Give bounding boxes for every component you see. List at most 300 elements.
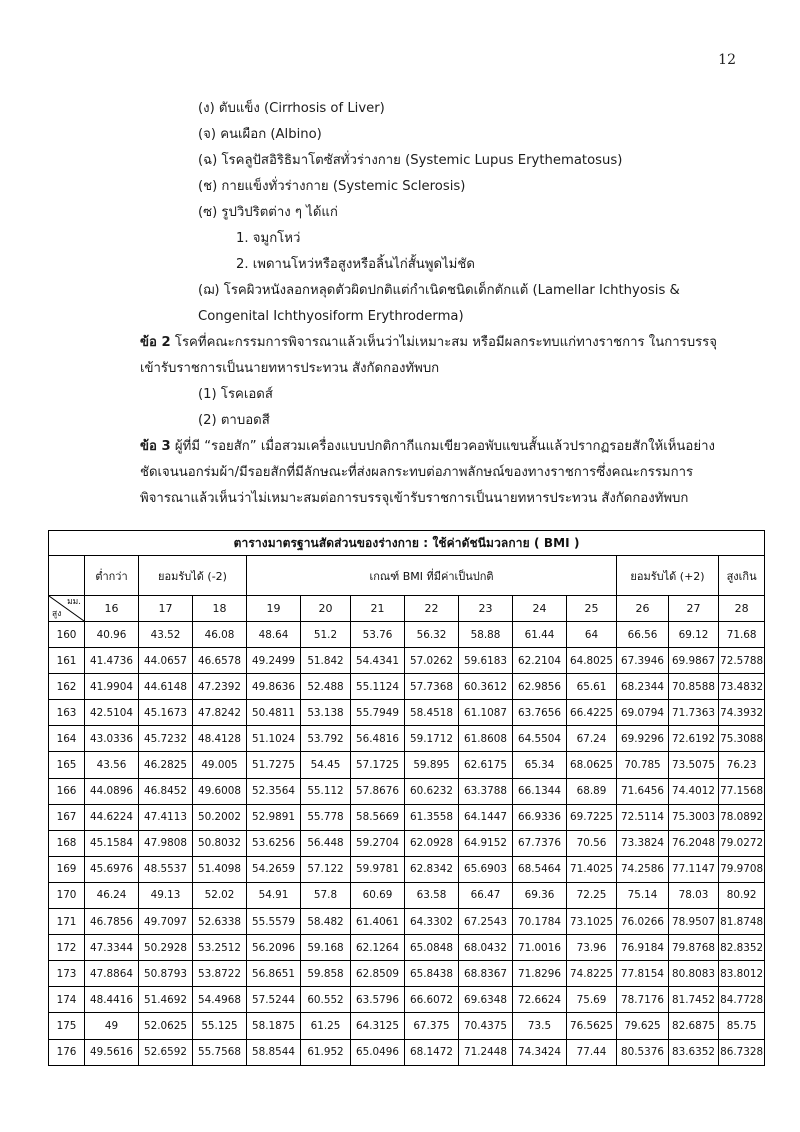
table-cell	[351, 752, 405, 778]
table-cell	[301, 830, 351, 856]
table-title-text: ตารางมาตรฐานสัดส่วนของร่างกาย : ใช้ค่าดัชนีมวลกาย ( BMI )	[233, 535, 580, 550]
document-body	[88, 96, 728, 512]
table-cell-value: 68.2344	[621, 680, 664, 693]
table-cell	[85, 961, 139, 987]
table-cell-value: 51.2	[313, 628, 338, 641]
table-cell-value: 63.3788	[464, 785, 507, 798]
table-cell-value: 73.3824	[621, 837, 664, 850]
table-cell-value: 60.552	[307, 993, 344, 1006]
table-cell-value: 65.0496	[356, 1046, 399, 1059]
table-cell	[247, 909, 301, 935]
table-bmi-column-header	[351, 596, 405, 622]
table-cell-value: 65.34	[524, 759, 555, 772]
table-cell-value: 41.9904	[90, 680, 133, 693]
line-c2-2	[88, 408, 728, 434]
table-cell-value: 60.6232	[410, 785, 453, 798]
table-row-height-value: 169	[56, 863, 77, 876]
table-bmi-column-header-value: 17	[158, 602, 173, 615]
table-group-blank	[49, 556, 85, 596]
table-cell-value: 65.8438	[410, 967, 453, 980]
table-cell	[567, 935, 617, 961]
clause-3-paragraph	[88, 434, 728, 512]
table-cell	[139, 1039, 193, 1065]
table-cell-value: 66.1344	[518, 785, 561, 798]
table-cell-value: 53.76	[362, 628, 393, 641]
table-group-header-row	[49, 556, 765, 596]
corner-label-bottom: สูง	[52, 609, 62, 619]
table-bmi-column-header	[193, 596, 247, 622]
table-cell	[459, 778, 513, 804]
table-cell-value: 57.1725	[356, 759, 399, 772]
table-cell-value: 80.8083	[672, 967, 715, 980]
table-cell	[405, 726, 459, 752]
table-row-height-label	[49, 804, 85, 830]
table-cell	[719, 909, 765, 935]
table-cell-value: 69.0794	[621, 706, 664, 719]
table-cell	[85, 778, 139, 804]
table-cell-value: 50.2928	[144, 941, 187, 954]
table-cell	[351, 1013, 405, 1039]
table-group-header	[617, 556, 719, 596]
table-cell	[459, 909, 513, 935]
table-cell-value: 69.12	[678, 628, 709, 641]
table-cell	[351, 882, 405, 908]
table-cell	[513, 961, 567, 987]
table-cell-value: 52.6592	[144, 1046, 187, 1059]
table-bmi-column-header-value: 23	[478, 602, 493, 615]
table-cell-value: 43.0336	[90, 732, 133, 745]
table-bmi-column-header	[459, 596, 513, 622]
table-cell-value: 49.005	[201, 759, 238, 772]
table-cell	[513, 830, 567, 856]
table-cell	[301, 1039, 351, 1065]
line-c2-1-text: (1) โรคเอดส์	[198, 387, 273, 402]
table-cell-value: 71.68	[726, 628, 757, 641]
table-row-height-label	[49, 726, 85, 752]
table-cell-value: 65.61	[576, 680, 607, 693]
table-cell	[719, 987, 765, 1013]
table-row-height-label	[49, 752, 85, 778]
table-row-height-value: 167	[56, 811, 77, 824]
table-cell	[567, 778, 617, 804]
table-cell	[405, 622, 459, 648]
table-row-height-label	[49, 961, 85, 987]
line-chho	[88, 148, 728, 174]
table-cell-value: 74.3932	[720, 706, 764, 719]
table-cell	[247, 726, 301, 752]
table-cell	[719, 1013, 765, 1039]
table-cell	[459, 987, 513, 1013]
table-cell	[247, 830, 301, 856]
table-cell-value: 74.2586	[621, 863, 664, 876]
table-cell	[513, 778, 567, 804]
table-cell	[405, 909, 459, 935]
table-cell-value: 73.5075	[672, 759, 715, 772]
table-cell	[301, 856, 351, 882]
table-cell	[617, 752, 669, 778]
table-cell	[193, 648, 247, 674]
table-cell-value: 51.4692	[144, 993, 187, 1006]
table-cell-value: 69.6348	[464, 993, 507, 1006]
table-cell	[351, 804, 405, 830]
table-cell	[719, 830, 765, 856]
table-cell	[247, 935, 301, 961]
table-cell	[617, 856, 669, 882]
table-group-header-label: สูงเกิน	[726, 569, 757, 583]
table-cell	[459, 648, 513, 674]
table-cell-value: 47.8864	[90, 967, 133, 980]
table-cell	[139, 648, 193, 674]
table-row	[49, 700, 765, 726]
table-cell	[617, 961, 669, 987]
table-cell-value: 71.8296	[518, 967, 561, 980]
table-cell-value: 54.4968	[198, 993, 241, 1006]
table-cell	[617, 778, 669, 804]
table-cell	[85, 674, 139, 700]
table-cell-value: 46.6578	[198, 654, 241, 667]
table-cell	[719, 622, 765, 648]
table-row-height-value: 173	[56, 967, 77, 980]
table-cell	[193, 674, 247, 700]
table-cell	[567, 700, 617, 726]
table-cell	[139, 961, 193, 987]
table-cell	[719, 935, 765, 961]
table-cell-value: 54.91	[258, 889, 289, 902]
table-bmi-column-header-value: 19	[266, 602, 281, 615]
table-cell	[139, 752, 193, 778]
table-row-height-value: 170	[56, 889, 77, 902]
table-cell-value: 62.8342	[410, 863, 453, 876]
table-cell	[669, 882, 719, 908]
table-cell	[247, 778, 301, 804]
table-cell	[719, 674, 765, 700]
table-cell-value: 78.0892	[720, 811, 764, 824]
table-cell-value: 78.7176	[621, 993, 664, 1006]
table-cell	[459, 1013, 513, 1039]
corner-label-top: มม.	[67, 597, 81, 607]
table-cell-value: 55.7568	[198, 1046, 241, 1059]
clause-2-paragraph	[88, 330, 728, 382]
table-cell-value: 78.9507	[672, 915, 715, 928]
table-cell-value: 75.69	[576, 993, 607, 1006]
table-cell	[719, 856, 765, 882]
table-cell	[567, 1039, 617, 1065]
table-cell-value: 41.4736	[90, 654, 133, 667]
table-cell-value: 64.5504	[518, 732, 561, 745]
table-cell-value: 68.0432	[464, 941, 507, 954]
table-cell	[617, 648, 669, 674]
table-cell	[669, 674, 719, 700]
table-cell-value: 66.4225	[570, 706, 613, 719]
table-cell-value: 74.4012	[672, 785, 715, 798]
line-ngo	[88, 96, 728, 122]
table-cell-value: 51.1024	[252, 732, 295, 745]
table-cell-value: 44.0657	[144, 654, 187, 667]
table-cell	[513, 674, 567, 700]
table-cell	[301, 909, 351, 935]
table-cell-value: 61.952	[307, 1046, 344, 1059]
table-cell-value: 77.44	[576, 1046, 607, 1059]
clause-2-text: โรคที่คณะกรรมการพิจารณาแล้วเห็นว่าไม่เหมาะสม หรือมีผลกระทบแก่ทางราชการ ในการบรรจุเข้ารับราชการเป็นนายทหารประทวน สังกัดกองทัพบก	[140, 335, 717, 376]
line-so-text: (ช) กายแข็งทั่วร่างกาย (Systemic Sclerosis)	[198, 179, 466, 194]
table-cell	[513, 987, 567, 1013]
table-bmi-column-header-value: 20	[318, 602, 333, 615]
table-cell	[617, 622, 669, 648]
table-cell-value: 86.7328	[720, 1046, 764, 1059]
table-cell-value: 72.6624	[518, 993, 561, 1006]
table-cell-value: 62.2104	[518, 654, 561, 667]
table-row-height-label	[49, 648, 85, 674]
table-bmi-column-header	[513, 596, 567, 622]
table-cell-value: 71.6456	[621, 785, 664, 798]
table-cell	[193, 700, 247, 726]
table-row	[49, 1013, 765, 1039]
table-cell	[85, 804, 139, 830]
table-cell-value: 69.9867	[672, 654, 715, 667]
table-cell	[351, 726, 405, 752]
table-cell-value: 49	[104, 1019, 119, 1032]
table-cell-value: 52.6338	[198, 915, 241, 928]
table-cell	[405, 1039, 459, 1065]
table-cell-value: 64	[584, 628, 599, 641]
table-cell-value: 81.8748	[720, 915, 764, 928]
table-cell-value: 47.8242	[198, 706, 241, 719]
table-cell	[617, 987, 669, 1013]
table-cell-value: 69.36	[524, 889, 555, 902]
table-cell	[85, 752, 139, 778]
table-cell	[617, 804, 669, 830]
table-cell	[459, 882, 513, 908]
table-cell	[85, 882, 139, 908]
table-cell-value: 50.8032	[198, 837, 241, 850]
table-cell-value: 74.8225	[570, 967, 613, 980]
table-cell-value: 75.3003	[672, 811, 715, 824]
table-bmi-column-header-value: 16	[104, 602, 119, 615]
table-cell-value: 77.1568	[720, 785, 764, 798]
table-cell-value: 57.7368	[410, 680, 453, 693]
table-bmi-column-header	[85, 596, 139, 622]
table-cell	[351, 830, 405, 856]
table-cell-value: 83.8012	[720, 967, 764, 980]
table-row	[49, 856, 765, 882]
table-cell	[301, 778, 351, 804]
table-cell-value: 61.4061	[356, 915, 399, 928]
table-cell-value: 71.0016	[518, 941, 561, 954]
line-lamellar	[88, 278, 728, 330]
table-bmi-column-header	[301, 596, 351, 622]
table-cell-value: 56.448	[307, 837, 344, 850]
line-sub1-text: 1. จมูกโหว่	[236, 231, 301, 246]
table-cell-value: 66.47	[470, 889, 501, 902]
table-cell	[459, 726, 513, 752]
table-cell-value: 55.125	[201, 1019, 238, 1032]
table-cell-value: 61.44	[524, 628, 555, 641]
table-cell	[669, 648, 719, 674]
table-cell	[247, 622, 301, 648]
table-cell	[301, 674, 351, 700]
table-cell	[513, 804, 567, 830]
table-cell	[139, 935, 193, 961]
table-cell-value: 68.5464	[518, 863, 561, 876]
table-bmi-column-header-value: 21	[370, 602, 385, 615]
table-cell-value: 52.9891	[252, 811, 295, 824]
table-cell	[459, 752, 513, 778]
table-cell-value: 69.7225	[570, 811, 613, 824]
table-cell	[617, 726, 669, 752]
table-cell-value: 58.482	[307, 915, 344, 928]
table-cell	[85, 1013, 139, 1039]
table-cell	[513, 856, 567, 882]
table-cell	[193, 830, 247, 856]
table-cell	[247, 700, 301, 726]
table-cell-value: 66.9336	[518, 811, 561, 824]
table-cell-value: 53.8722	[198, 967, 241, 980]
line-ngo-text: (ง) ตับแข็ง (Cirrhosis of Liver)	[198, 101, 385, 116]
table-cell-value: 79.625	[624, 1019, 661, 1032]
table-cell	[617, 1039, 669, 1065]
table-cell-value: 71.4025	[570, 863, 613, 876]
line-sub1	[88, 226, 728, 252]
table-cell	[669, 987, 719, 1013]
table-cell	[669, 752, 719, 778]
table-cell	[405, 935, 459, 961]
table-row	[49, 987, 765, 1013]
table-cell-value: 54.45	[310, 759, 341, 772]
table-cell-value: 62.6175	[464, 759, 507, 772]
table-cell-value: 44.6224	[90, 811, 133, 824]
table-cell-value: 72.5788	[720, 654, 764, 667]
table-cell	[567, 856, 617, 882]
table-cell	[193, 752, 247, 778]
table-cell-value: 52.02	[204, 889, 235, 902]
table-cell-value: 80.5376	[621, 1046, 664, 1059]
table-row	[49, 778, 765, 804]
table-cell	[617, 1013, 669, 1039]
table-cell	[567, 830, 617, 856]
table-title-row	[49, 531, 765, 556]
table-cell	[567, 1013, 617, 1039]
table-cell	[513, 882, 567, 908]
line-sho-text: (ซ) รูปวิปริตต่าง ๆ ได้แก่	[198, 205, 338, 220]
table-cell-value: 56.32	[416, 628, 447, 641]
table-cell-value: 48.4128	[198, 732, 241, 745]
table-cell-value: 67.3946	[621, 654, 664, 667]
table-cell-value: 65.0848	[410, 941, 453, 954]
table-cell	[669, 778, 719, 804]
table-cell-value: 73.96	[576, 941, 607, 954]
table-cell-value: 84.7728	[720, 993, 764, 1006]
table-cell	[351, 987, 405, 1013]
table-cell	[567, 909, 617, 935]
table-cell-value: 63.7656	[518, 706, 561, 719]
table-cell	[193, 726, 247, 752]
table-cell	[567, 622, 617, 648]
table-cell-value: 58.1875	[252, 1019, 295, 1032]
table-cell-value: 62.1264	[356, 941, 399, 954]
table-group-header-label: ยอมรับได้ (+2)	[630, 569, 705, 583]
table-cell	[301, 804, 351, 830]
table-cell	[85, 700, 139, 726]
table-row-height-value: 166	[56, 785, 77, 798]
table-cell-value: 80.92	[726, 889, 757, 902]
table-cell-value: 48.5537	[144, 863, 187, 876]
table-cell-value: 55.1124	[356, 680, 399, 693]
table-cell	[139, 778, 193, 804]
table-bmi-column-header-value: 27	[686, 602, 701, 615]
table-cell-value: 45.1673	[144, 706, 187, 719]
table-row-height-value: 161	[56, 654, 77, 667]
table-cell-value: 59.168	[307, 941, 344, 954]
table-cell-value: 43.52	[150, 628, 181, 641]
table-bmi-column-header	[617, 596, 669, 622]
table-cell	[459, 1039, 513, 1065]
table-cell	[405, 648, 459, 674]
table-cell-value: 55.7949	[356, 706, 399, 719]
table-cell	[405, 830, 459, 856]
table-cell	[669, 1013, 719, 1039]
table-cell	[351, 778, 405, 804]
table-cell-value: 61.3558	[410, 811, 453, 824]
table-row-height-value: 176	[56, 1046, 77, 1059]
table-row-height-value: 175	[56, 1019, 77, 1032]
table-row-height-value: 174	[56, 993, 77, 1006]
table-cell-value: 77.1147	[672, 863, 715, 876]
table-row-height-value: 162	[56, 680, 77, 693]
table-cell	[719, 1039, 765, 1065]
table-cell-value: 46.24	[96, 889, 127, 902]
table-cell-value: 75.3088	[720, 732, 764, 745]
table-cell-value: 50.2002	[198, 811, 241, 824]
table-cell	[405, 856, 459, 882]
table-cell-value: 54.2659	[252, 863, 295, 876]
table-cell	[301, 700, 351, 726]
table-row-height-label	[49, 1013, 85, 1039]
table-cell	[719, 882, 765, 908]
table-cell	[85, 622, 139, 648]
table-bmi-column-header-value: 22	[424, 602, 439, 615]
table-group-header	[139, 556, 247, 596]
table-row-height-value: 160	[56, 628, 77, 641]
table-cell-value: 51.4098	[198, 863, 241, 876]
table-cell-value: 57.8676	[356, 785, 399, 798]
table-cell-value: 56.8651	[252, 967, 295, 980]
table-bmi-column-header-value: 26	[635, 602, 650, 615]
table-cell	[247, 1013, 301, 1039]
table-cell-value: 53.792	[307, 732, 344, 745]
table-group-header	[85, 556, 139, 596]
clause-3-text: ผู้ที่มี “รอยสัก” เมื่อสวมเครื่องแบบปกติกากีแกมเขียวคอพับแขนสั้นแล้วปรากฏรอยสักให้เห็นอย่างชัดเจนนอกร่มผ้า/มีรอยสักที่มีลักษณะที่ส่งผลกระทบต่อภาพลักษณ์ของทางราชการซึ่งคณะกรรมการพิจารณาแล้วเห็นว่าไม่เหมาะสมต่อการบรรจุเข้ารับราชการเป็นนายทหารประทวน สังกัดกองทัพบก	[140, 439, 715, 506]
table-cell-value: 52.3564	[252, 785, 295, 798]
table-cell-value: 76.9184	[621, 941, 664, 954]
table-cell-value: 83.6352	[672, 1046, 715, 1059]
table-cell	[567, 961, 617, 987]
table-cell-value: 46.2825	[144, 759, 187, 772]
table-cell-value: 58.8544	[252, 1046, 295, 1059]
table-cell-value: 70.785	[624, 759, 661, 772]
table-row	[49, 648, 765, 674]
table-cell-value: 69.9296	[621, 732, 664, 745]
table-row-height-label	[49, 935, 85, 961]
table-cell	[247, 752, 301, 778]
table-cell	[139, 882, 193, 908]
table-bmi-column-header-value: 25	[584, 602, 599, 615]
table-cell-value: 68.89	[576, 785, 607, 798]
table-row	[49, 674, 765, 700]
table-cell	[513, 700, 567, 726]
table-cell-value: 57.122	[307, 863, 344, 876]
table-cell	[139, 674, 193, 700]
table-cell-value: 61.8608	[464, 732, 507, 745]
